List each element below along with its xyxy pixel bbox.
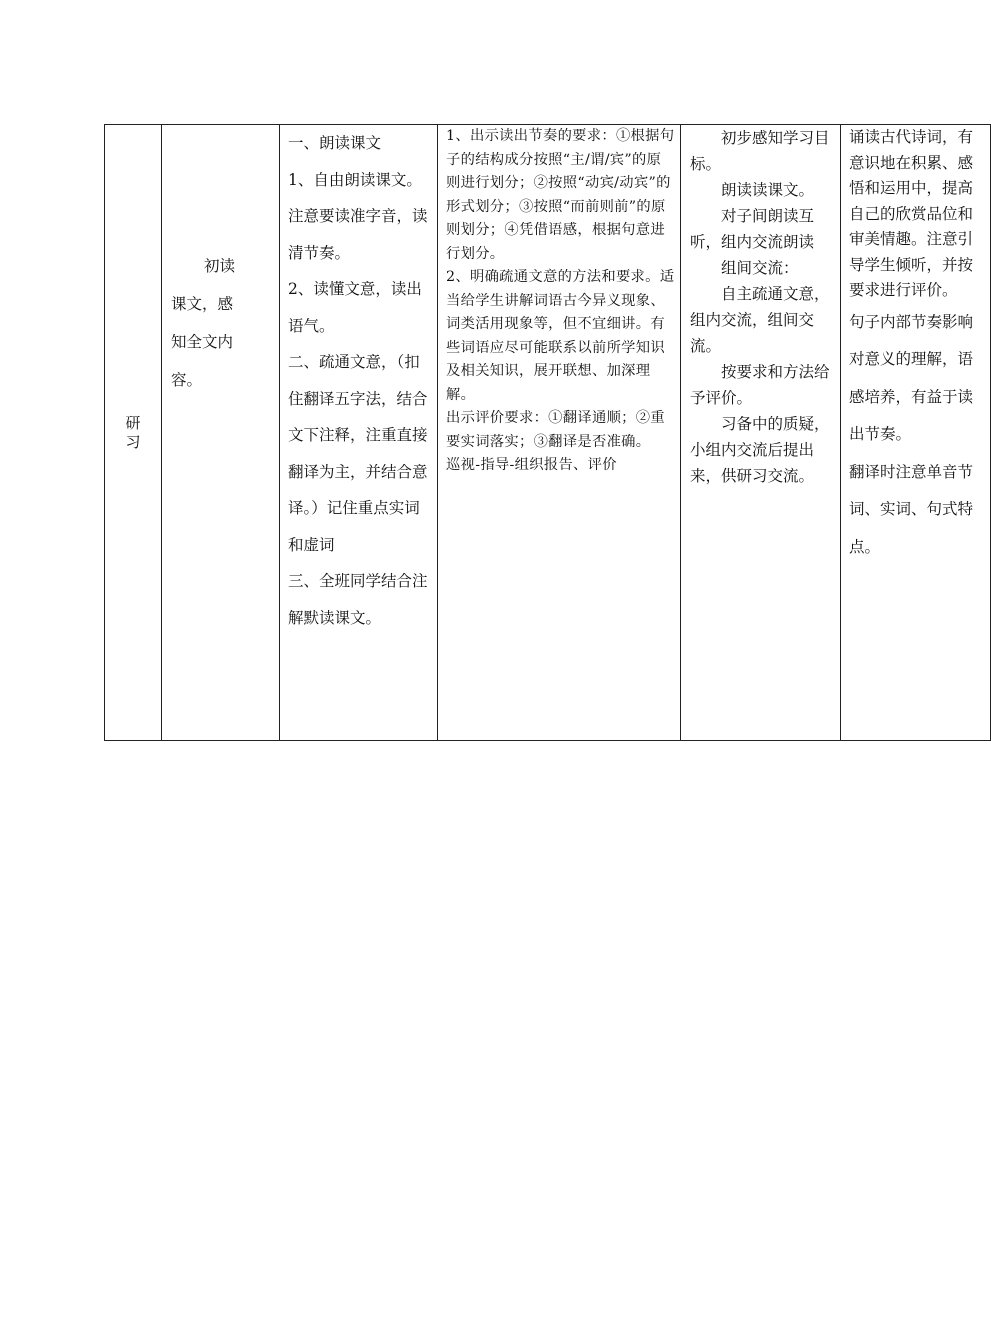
stage-char: 习 [125,432,141,451]
stage-cell [105,125,162,741]
lesson-plan-table [104,124,991,741]
design-intent-cell [841,125,991,741]
student-activity-cell [681,125,841,741]
student-paragraph: 组间交流： [721,259,799,277]
teacher-paragraph: 1、出示读出节奏的要求：①根据句子的结构成分按照“主/谓/宾”的原则进行划分；②按照“动宾/动宾”的形式划分；③按照“而前则前”的原则划分；④凭借语感，根据句意进行划分。 [446,128,675,262]
content-paragraph: 三、全班同学结合注解默读课文。 [288,572,428,627]
stage-char: 研 [125,413,141,432]
goal-line: 课文，感 [171,295,234,313]
student-paragraph: 初步感知学习目标。 [690,129,830,173]
content-paragraph: 一、朗读课文 [288,134,382,152]
goal-line: 知全文内 [171,333,234,351]
design-paragraph: 句子内部节奏影响对意义的理解，语感培养，有益于读出节奏。 [849,312,974,443]
goal-cell [162,125,280,741]
student-paragraph: 朗读读课文。 [721,181,815,199]
teacher-activity-cell [438,125,681,741]
student-paragraph: 自主疏通文意，组内交流，组间交流。 [690,285,830,355]
content-paragraph: 1、自由朗读课文。注意要读准字音，读清节奏。 [288,170,428,262]
design-paragraph: 诵读古代诗词，有意识地在积累、感悟和运用中，提高自己的欣赏品位和审美情趣。注意引导学生倾听，并按要求进行评价。 [849,128,974,299]
goal-line: 初读 [204,257,236,275]
teacher-paragraph: 2、明确疏通文意的方法和要求。适当给学生讲解词语古今异义现象、词类活用现象等，但不宜细讲。有些词语应尽可能联系以前所学知识及相关知识，展开联想、加深理解。 [446,269,675,403]
student-paragraph: 对子间朗读互听，组内交流朗读 [690,207,815,251]
table-row [105,125,991,741]
goal-line: 容。 [171,371,203,389]
design-paragraph: 翻译时注意单音节词、实词、句式特点。 [849,462,974,556]
content-paragraph: 二、疏通文意，（扣住翻译五字法，结合文下注释，注重直接翻译为主，并结合意译。）记住重点实词和虚词 [288,353,428,554]
teacher-paragraph: 出示评价要求：①翻译通顺；②重要实词落实；③翻译是否准确。 [446,410,665,450]
content-cell [280,125,438,741]
teacher-paragraph: 巡视-指导-组织报告、评价 [446,457,617,473]
content-paragraph: 2、读懂文意，读出语气。 [288,280,422,335]
student-paragraph: 按要求和方法给予评价。 [690,363,830,407]
student-paragraph: 习备中的质疑，小组内交流后提出来，供研习交流。 [690,415,830,485]
